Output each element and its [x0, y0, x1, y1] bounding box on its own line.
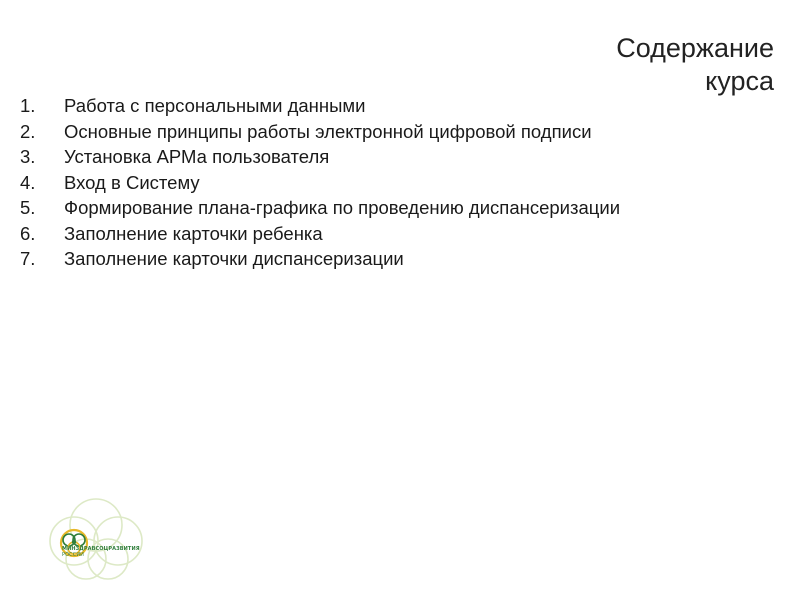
list-item-number: 1.: [20, 95, 36, 116]
list-item-number: 6.: [20, 222, 36, 244]
page-title-line-2: курса: [705, 66, 774, 97]
list-item-text: Заполнение карточки ребенка: [64, 222, 323, 244]
ministry-emblem-icon: [40, 495, 180, 585]
list-item: [20, 170, 780, 196]
ministry-logo-text: [62, 546, 140, 558]
list-item-number: 2.: [20, 120, 36, 142]
list-item: [20, 246, 780, 272]
ministry-logo-line-2: РОССИИ: [62, 552, 85, 558]
list-item: [20, 221, 780, 247]
table-of-contents: [20, 93, 780, 272]
page-title-line-1: Содержание: [616, 33, 774, 64]
list-item-number: 7.: [20, 248, 36, 269]
list-item-text: Работа с персональными данными: [64, 95, 366, 116]
list-item: [20, 195, 780, 221]
list-item-text: Установка АРМа пользователя: [64, 146, 330, 167]
list-item-text: Формирование плана-графика по проведению диспансеризации: [64, 197, 621, 218]
list-item-text: Заполнение карточки диспансеризации: [64, 248, 404, 269]
list-item-text: Вход в Систему: [64, 171, 200, 193]
ministry-logo-line-1: МИНЗДРАВСОЦРАЗВИТИЯ: [62, 546, 140, 552]
list-item: [20, 119, 780, 145]
list-item-number: 3.: [20, 146, 36, 167]
page-title: [514, 32, 774, 98]
list-item-number: 5.: [20, 197, 36, 218]
list-item: [20, 144, 780, 170]
list-item-text: Основные принципы работы электронной цифровой подписи: [64, 120, 592, 142]
list-item: [20, 93, 780, 119]
list-item-number: 4.: [20, 171, 36, 193]
